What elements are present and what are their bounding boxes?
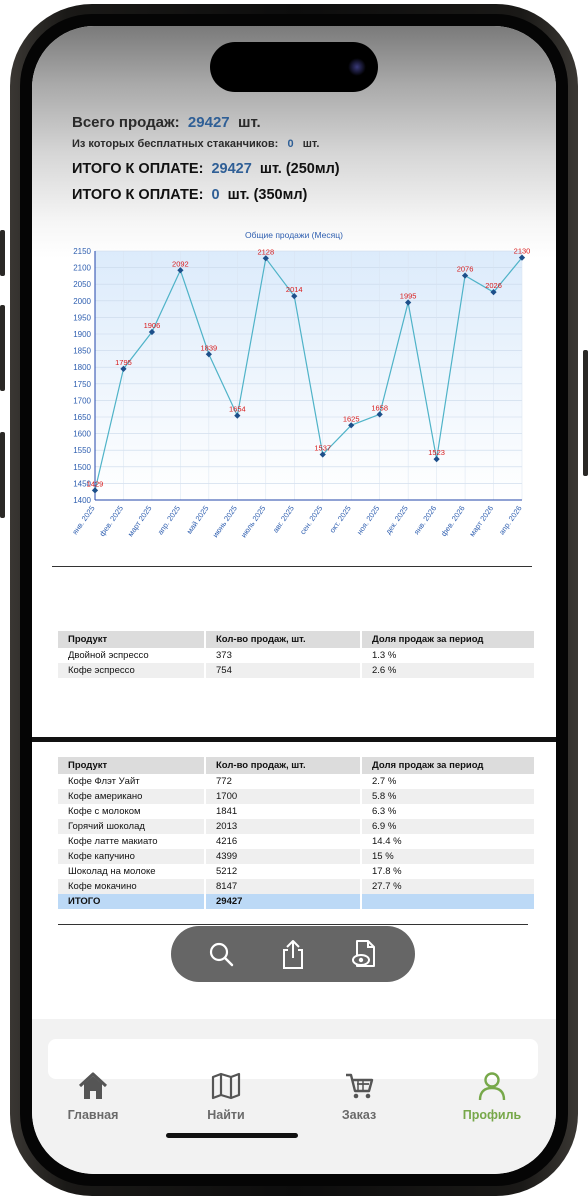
y-tick-label: 2050 — [73, 280, 91, 290]
profile-icon — [476, 1071, 508, 1101]
x-tick-label: дек. 2025 — [383, 503, 410, 536]
x-tick-label: фев. 2026 — [439, 503, 467, 538]
table-row — [58, 789, 535, 804]
tab-profile[interactable] — [442, 1071, 542, 1122]
tab-profile-label: Профиль — [462, 1108, 522, 1122]
cell-product: Шоколад на молоке — [58, 864, 205, 879]
y-tick-label: 2100 — [73, 263, 91, 273]
divider — [52, 566, 532, 567]
pay-250-unit: шт. (250мл) — [259, 161, 340, 177]
share-button[interactable] — [275, 936, 311, 972]
y-tick-label: 2150 — [73, 247, 91, 256]
y-tick-label: 2000 — [73, 296, 91, 306]
map-icon — [210, 1071, 242, 1101]
y-tick-label: 1550 — [73, 446, 91, 456]
pay-350-line — [72, 187, 307, 203]
cell-share: 27.7 % — [361, 879, 535, 894]
x-tick-label: июль 2025 — [239, 503, 268, 540]
y-tick-label: 1850 — [73, 346, 91, 356]
tab-search-label: Найти — [207, 1108, 245, 1122]
line-chart — [32, 228, 556, 548]
preview-icon — [350, 938, 380, 970]
data-label: 1795 — [115, 357, 132, 367]
tab-bar — [32, 1071, 556, 1131]
cell-count: 1841 — [205, 804, 361, 819]
table-row — [58, 774, 535, 789]
data-label: 2026 — [485, 281, 502, 291]
preview-button[interactable] — [347, 936, 383, 972]
total-sales-value: 29427 — [187, 114, 230, 131]
table-header-row — [58, 631, 535, 648]
side-button — [0, 305, 5, 391]
cell-count: 772 — [205, 774, 361, 789]
table-row — [58, 648, 535, 663]
total-sales-line — [72, 114, 261, 131]
chart-title: Общие продажи (Месяц) — [245, 230, 343, 240]
column-header-share: Доля продаж за период — [361, 757, 535, 774]
products-table-1 — [58, 631, 536, 678]
data-label: 1995 — [399, 291, 417, 301]
cell-product: Двойной эспрессо — [58, 648, 205, 663]
cell-product: Кофе Флэт Уайт — [58, 774, 205, 789]
data-label: 2092 — [172, 259, 189, 269]
cart-icon — [343, 1071, 375, 1101]
total-sales-unit: шт. — [237, 114, 261, 131]
cell-share: 15 % — [361, 849, 535, 864]
section-divider — [32, 737, 556, 742]
data-label: 2014 — [285, 285, 303, 295]
sales-chart — [32, 228, 556, 548]
data-label: 2076 — [456, 264, 474, 274]
home-icon — [77, 1071, 109, 1101]
column-header-count: Кол-во продаж, шт. — [205, 631, 361, 648]
x-tick-label: фев. 2025 — [97, 503, 126, 538]
data-label: 1658 — [371, 403, 389, 413]
x-tick-label: сен. 2025 — [298, 503, 325, 537]
tab-home[interactable] — [43, 1071, 143, 1122]
data-label: 1654 — [228, 404, 246, 414]
data-label: 1906 — [143, 321, 161, 331]
table-row — [58, 663, 535, 678]
cell-count: 2013 — [205, 819, 361, 834]
screen — [32, 26, 556, 1174]
cell-count: 5212 — [205, 864, 361, 879]
tab-order[interactable] — [309, 1071, 409, 1122]
cell-count: 754 — [205, 663, 361, 678]
pay-250-label: ИТОГО К ОПЛАТЕ: — [72, 161, 204, 177]
x-tick-label: май 2025 — [184, 503, 211, 536]
data-label: 1839 — [200, 343, 218, 353]
cell-count: 4399 — [205, 849, 361, 864]
pay-350-label: ИТОГО К ОПЛАТЕ: — [72, 187, 204, 203]
camera — [348, 58, 366, 76]
y-tick-label: 1500 — [73, 462, 91, 472]
side-button — [0, 230, 5, 276]
y-tick-label: 1750 — [73, 379, 91, 389]
table-row — [58, 849, 535, 864]
free-cups-label: Из которых бесплатных стаканчиков: — [72, 138, 279, 150]
x-tick-label: март 2025 — [125, 503, 154, 539]
cell-share: 2.7 % — [361, 774, 535, 789]
cell-count: 1700 — [205, 789, 361, 804]
table-header-row — [58, 757, 535, 774]
cell-product: Кофе мокачино — [58, 879, 205, 894]
y-tick-label: 1800 — [73, 363, 91, 373]
cell-product: Горячий шоколад — [58, 819, 205, 834]
cell-count: 373 — [205, 648, 361, 663]
cell-share: 1.3 % — [361, 648, 535, 663]
pay-350-value: 0 — [211, 187, 220, 203]
search-icon — [207, 940, 235, 968]
x-tick-label: янв. 2025 — [70, 503, 97, 537]
tab-search[interactable] — [176, 1071, 276, 1122]
home-indicator — [166, 1133, 298, 1138]
cell-share: 6.9 % — [361, 819, 535, 834]
table-row — [58, 819, 535, 834]
cell-share: 14.4 % — [361, 834, 535, 849]
column-header-product: Продукт — [58, 631, 205, 648]
data-label: 1523 — [428, 448, 445, 458]
column-header-product: Продукт — [58, 757, 205, 774]
cell-product: Кофе с молоком — [58, 804, 205, 819]
table-row — [58, 864, 535, 879]
total-row — [58, 894, 535, 909]
cell-share: 6.3 % — [361, 804, 535, 819]
y-tick-label: 1650 — [73, 413, 91, 422]
table-row — [58, 834, 535, 849]
x-tick-label: авг. 2025 — [270, 503, 296, 535]
x-tick-label: июнь 2025 — [210, 503, 239, 540]
y-tick-label: 1600 — [73, 429, 91, 439]
data-label: 2130 — [513, 246, 531, 256]
data-label: 1429 — [86, 479, 104, 489]
y-tick-label: 1950 — [73, 313, 91, 323]
cell-product: Кофе капучино — [58, 849, 205, 864]
cell-product: Кофе американо — [58, 789, 205, 804]
cell-share: 2.6 % — [361, 663, 535, 678]
search-button[interactable] — [203, 936, 239, 972]
document-toolbar — [171, 926, 415, 982]
total-label: ИТОГО — [58, 894, 205, 909]
cell-product: Кофе эспрессо — [58, 663, 205, 678]
free-cups-value: 0 — [287, 138, 294, 150]
total-sales-label: Всего продаж: — [72, 114, 180, 131]
total-share — [361, 894, 535, 909]
tab-order-label: Заказ — [341, 1108, 377, 1122]
products-table-2 — [58, 757, 536, 909]
table-row — [58, 879, 535, 894]
y-tick-label: 1450 — [73, 479, 91, 489]
divider — [58, 924, 528, 925]
x-tick-label: окт. 2025 — [327, 503, 353, 535]
y-tick-label: 1900 — [73, 330, 91, 339]
cell-count: 8147 — [205, 879, 361, 894]
x-tick-label: апр. 2026 — [497, 503, 524, 537]
free-cups-unit: шт. — [302, 138, 320, 150]
pay-350-unit: шт. (350мл) — [227, 187, 308, 203]
column-header-share: Доля продаж за период — [361, 631, 535, 648]
cell-count: 4216 — [205, 834, 361, 849]
data-label: 1625 — [342, 414, 360, 424]
x-tick-label: март 2026 — [467, 503, 496, 539]
dynamic-island — [210, 42, 378, 92]
data-label: 2128 — [257, 247, 275, 257]
tab-home-label: Главная — [67, 1108, 119, 1122]
cell-share: 17.8 % — [361, 864, 535, 879]
side-button — [0, 432, 5, 518]
table-row — [58, 804, 535, 819]
free-cups-line — [72, 138, 319, 150]
total-count: 29427 — [205, 894, 361, 909]
pay-250-value: 29427 — [211, 161, 252, 177]
column-header-count: Кол-во продаж, шт. — [205, 757, 361, 774]
pay-250-line — [72, 161, 340, 177]
cell-share: 5.8 % — [361, 789, 535, 804]
x-tick-label: апр. 2025 — [155, 503, 183, 537]
cell-product: Кофе латте макиато — [58, 834, 205, 849]
x-tick-label: ноя. 2025 — [354, 503, 382, 537]
y-tick-label: 1700 — [73, 396, 91, 406]
side-button — [583, 350, 588, 476]
x-tick-label: янв. 2026 — [411, 503, 439, 537]
share-icon — [279, 938, 307, 970]
y-tick-label: 1400 — [73, 496, 91, 505]
data-label: 1537 — [314, 443, 332, 453]
bottom-area — [32, 1019, 556, 1174]
